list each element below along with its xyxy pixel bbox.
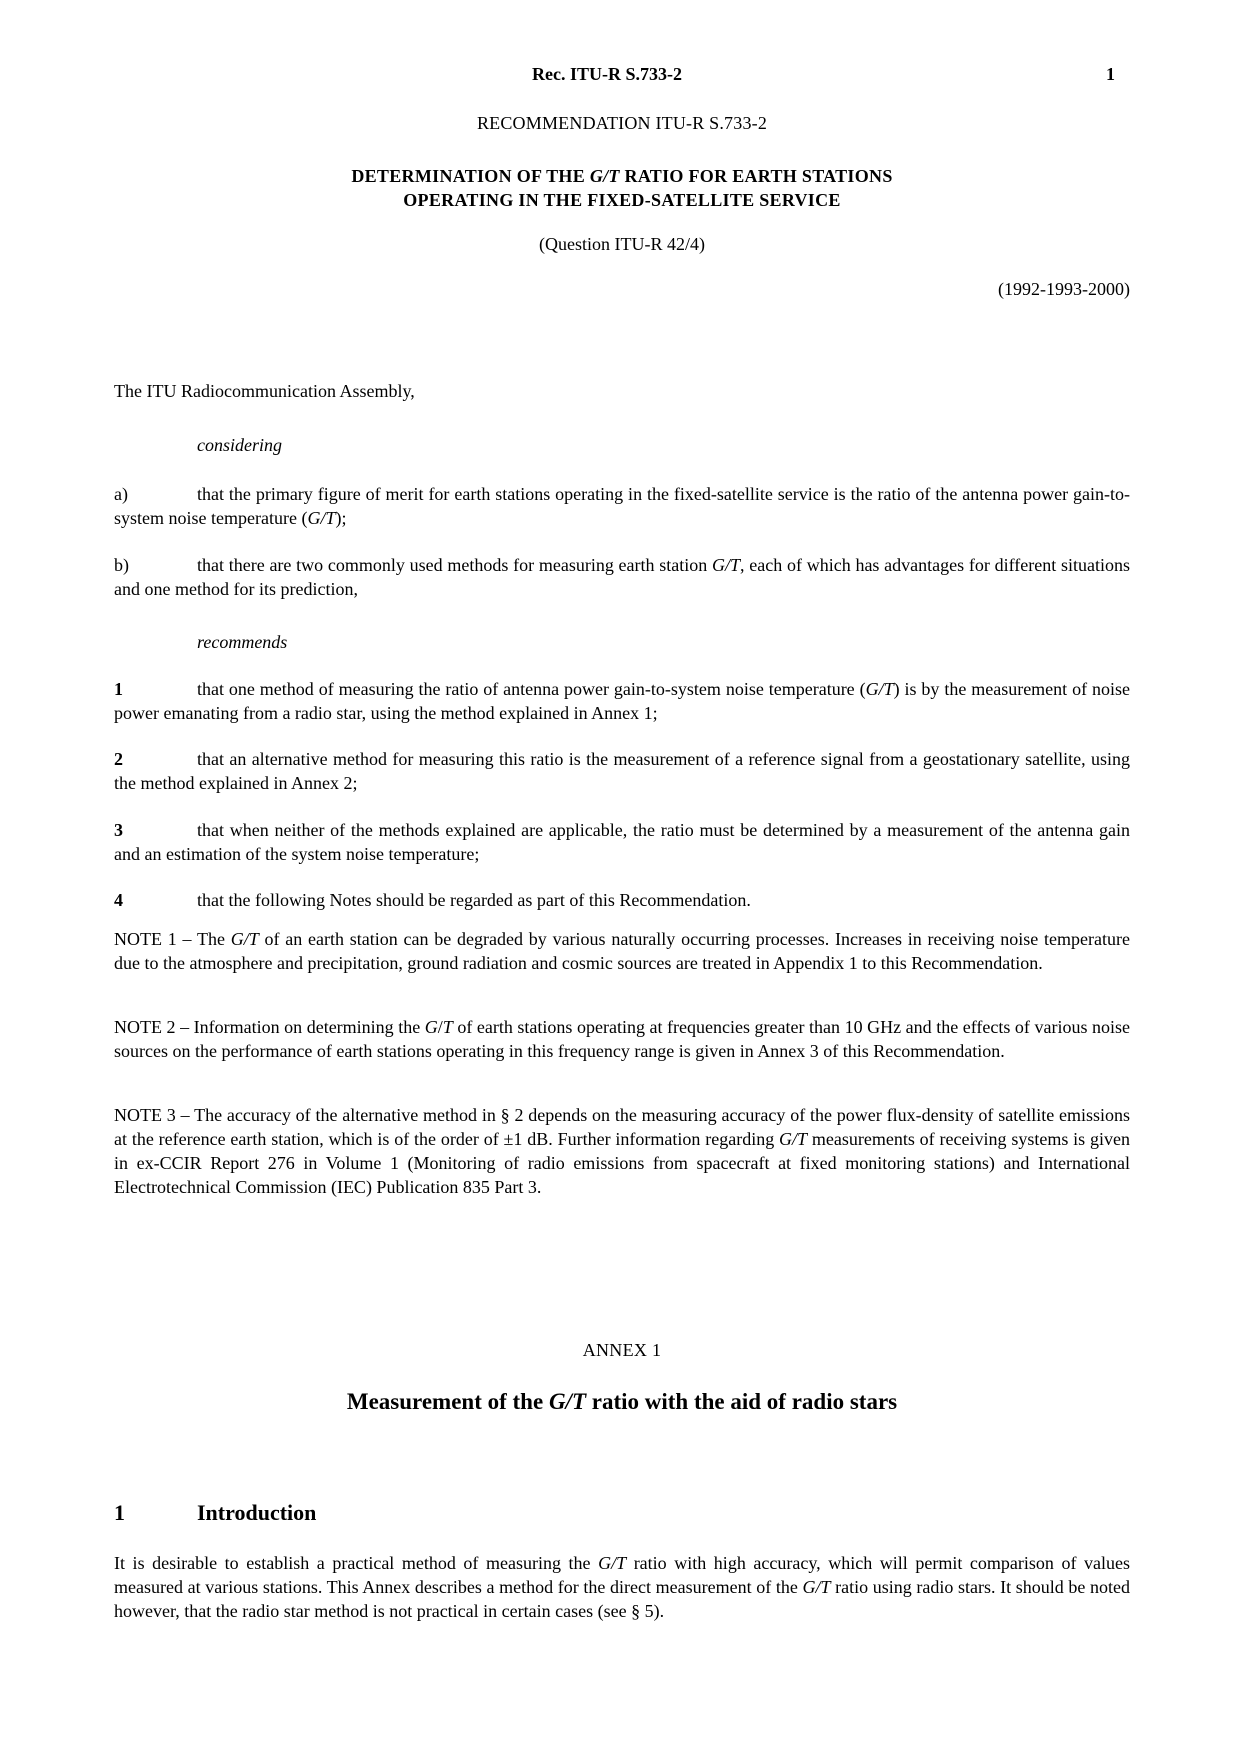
title-line-2: OPERATING IN THE FIXED-SATELLITE SERVICE [403, 190, 841, 210]
considering-item-b: b) that there are two commonly used methods for measuring earth station G/T, each of which has advantages for different situations and one method for its prediction, [114, 555, 1130, 599]
section-number: 1 [114, 1500, 125, 1525]
title-line-1: DETERMINATION OF THE G/T RATIO FOR EARTH STATIONS [351, 166, 893, 186]
considering-label: considering [197, 435, 282, 455]
recommends-item-2: 2 that an alternative method for measuring this ratio is the measurement of a reference signal from a geostationary satellite, using the method explained in Annex 2; [114, 749, 1130, 793]
note-3: NOTE 3 – The accuracy of the alternative method in § 2 depends on the measuring accuracy of the power flux-density of satellite emissions at the reference earth station, which is of the order of ±1 dB. Further information regarding G/T measurements of receiving systems is given in ex-CCIR Report 276 in Volume 1 (Monitoring of radio emissions from spacecraft at fixed monitoring stations) and International Electrotechnical Commission (IEC) Publication 835 Part 3. [114, 1105, 1130, 1197]
page-number: 1 [1106, 64, 1115, 84]
introduction-paragraph: It is desirable to establish a practical method of measuring the G/T ratio with high accuracy, which will permit comparison of values measured at various stations. This Annex describes a method for the direct measurement of the G/T ratio using radio stars. It should be noted however, that the radio star method is not practical in certain cases (see § 5). [114, 1553, 1130, 1621]
recommends-label: recommends [197, 632, 288, 652]
recommendation-id: RECOMMENDATION ITU-R S.733-2 [476, 113, 768, 133]
recommends-item-1: 1 that one method of measuring the ratio of antenna power gain-to-system noise temperature (G/T) is by the measurement of noise power emanating from a radio star, using the method explained in Annex 1; [114, 679, 1130, 723]
revision-dates: (1992-1993-2000) [998, 279, 1130, 299]
section-title: Introduction [197, 1500, 317, 1525]
running-head: Rec. ITU-R S.733-2 [532, 64, 682, 84]
section-heading [114, 1500, 316, 1526]
question-reference: (Question ITU-R 42/4) [539, 234, 705, 254]
annex-label: ANNEX 1 [582, 1340, 662, 1360]
document-title [114, 164, 1130, 212]
recommends-item-4: 4 that the following Notes should be regarded as part of this Recommendation. [114, 890, 751, 910]
recommends-item-3: 3 that when neither of the methods explained are applicable, the ratio must be determined by a measurement of the antenna gain and an estimation of the system noise temperature; [114, 820, 1130, 864]
assembly-intro: The ITU Radiocommunication Assembly, [114, 381, 415, 401]
note-1: NOTE 1 – The G/T of an earth station can be degraded by various naturally occurring processes. Increases in receiving noise temperature due to the atmosphere and precipitation, ground radiation and cosmic sources are treated in Appendix 1 to this Recommendation. [114, 929, 1130, 973]
annex-title: Measurement of the G/T ratio with the aid of radio stars [346, 1389, 898, 1414]
note-2: NOTE 2 – Information on determining the G/T of earth stations operating at frequencies greater than 10 GHz and the effects of various noise sources on the performance of earth stations operating in this frequency range is given in Annex 3 of this Recommendation. [114, 1017, 1130, 1061]
considering-item-a: a) that the primary figure of merit for earth stations operating in the fixed-satellite service is the ratio of the antenna power gain-to-system noise temperature (G/T); [114, 484, 1130, 528]
